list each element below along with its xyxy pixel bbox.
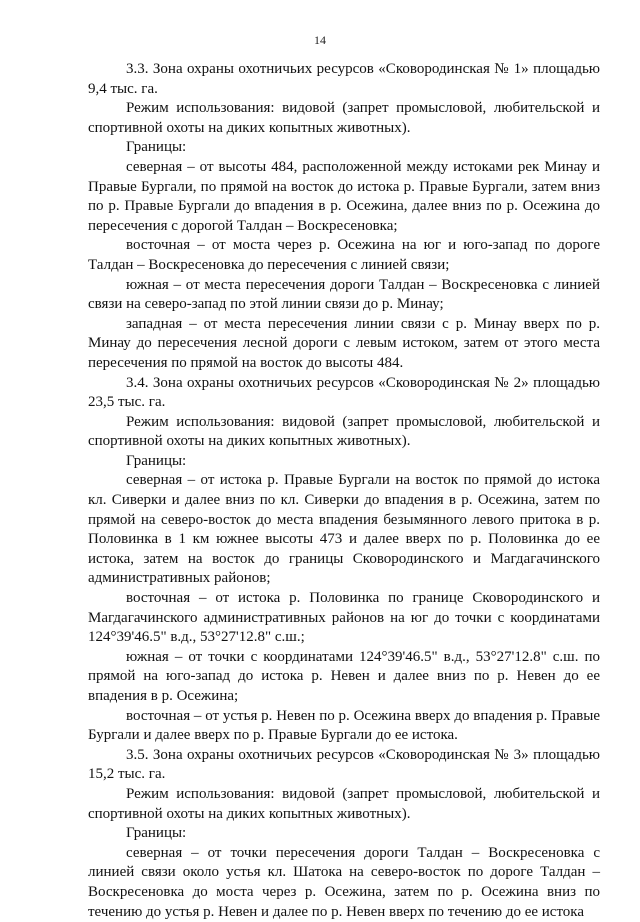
zone-3-4-north-border: северная – от истока р. Правые Бургали на восток по прямой до истока кл. Сиверки и далее вниз по кл. Сиверки до впадения в р. Осежина, затем по прямой на северо-восток до места впадения безымянного левого притока в р. Половинка в 1 км южнее высоты 473 и далее вверх по р. Половинка до ее истока, затем на восток до границы Сковородинского и Магдагачинского административных районов; (88, 472, 600, 587)
zone-3-3-south-border: южная – от места пересечения дороги Талдан – Воскресеновка с линией связи на северо-запад по этой линии связи до р. Минау; (88, 276, 600, 313)
zone-3-5-title: 3.5. Зона охраны охотничьих ресурсов «Сковородинская № 3» площадью 15,2 тыс. га. (88, 746, 600, 783)
zone-3-3-east-border: восточная – от моста через р. Осежина на юг и юго-запад по дороге Талдан – Воскресеновка до пересечения с линией связи; (88, 237, 600, 273)
zone-3-4-east-border-2: восточная – от устья р. Невен по р. Осежина вверх до впадения р. Правые Бургали и далее вверх по р. Правые Бургали до ее истока. (88, 707, 600, 744)
zone-3-3-north-border: северная – от высоты 484, расположенной между истоками рек Минау и Правые Бургали, по прямой на восток до истока р. Правые Бургали, затем вниз по р. Правые Бургали до впадения в р. Осежина, далее вниз по р. Осежина до пересечения с дорогой Талдан – Воскресеновка; (88, 158, 600, 234)
zone-3-3-borders-heading: Границы: (126, 139, 187, 156)
zone-3-5-borders-heading: Границы: (126, 825, 187, 842)
zone-3-3-west-border: западная – от места пересечения линии связи с р. Минау вверх по р. Минау до пересечения лесной дороги с левым истоком, затем от этого места пересечения по прямой на восток до высоты 484. (88, 315, 600, 371)
zone-3-4-regime: Режим использования: видовой (запрет промысловой, любительской и спортивной охоты на диких копытных животных). (88, 413, 600, 450)
zone-3-4-east-border: восточная – от истока р. Половинка по границе Сковородинского и Магдагачинского административных районов на юг до точки с координатами 124°39'46.5" в.д., 53°27'12.8" с.ш.; (88, 590, 600, 646)
zone-3-4-title: 3.4. Зона охраны охотничьих ресурсов «Сковородинская № 2» площадью 23,5 тыс. га. (88, 374, 600, 411)
zone-3-4-south-border: южная – от точки с координатами 124°39'46.5" в.д., 53°27'12.8" с.ш. по прямой на юго-запад до истока р. Невен и далее вниз по р. Невен до ее впадения в р. Осежина; (88, 648, 600, 704)
zone-3-3-regime: Режим использования: видовой (запрет промысловой, любительской и спортивной охоты на диких копытных животных). (88, 100, 600, 136)
zone-3-5-north-border: северная – от точки пересечения дороги Талдан – Воскресеновка с линией связи около устья кл. Шатока на северо-восток по дороге Талдан – Воскресеновка до моста через р. Осежина, затем по р. Осежина вниз по течению до устья р. Невен и далее по р. Невен вверх по течению до ее истока (88, 844, 600, 920)
document-body (88, 60, 600, 922)
zone-3-5-regime: Режим использования: видовой (запрет промысловой, любительской и спортивной охоты на диких копытных животных). (88, 785, 600, 822)
zone-3-3-title: 3.3. Зона охраны охотничьих ресурсов «Сковородинская № 1» площадью 9,4 тыс. га. (88, 61, 600, 97)
zone-3-4-borders-heading: Границы: (126, 452, 187, 469)
page-number: 14 (314, 33, 326, 47)
